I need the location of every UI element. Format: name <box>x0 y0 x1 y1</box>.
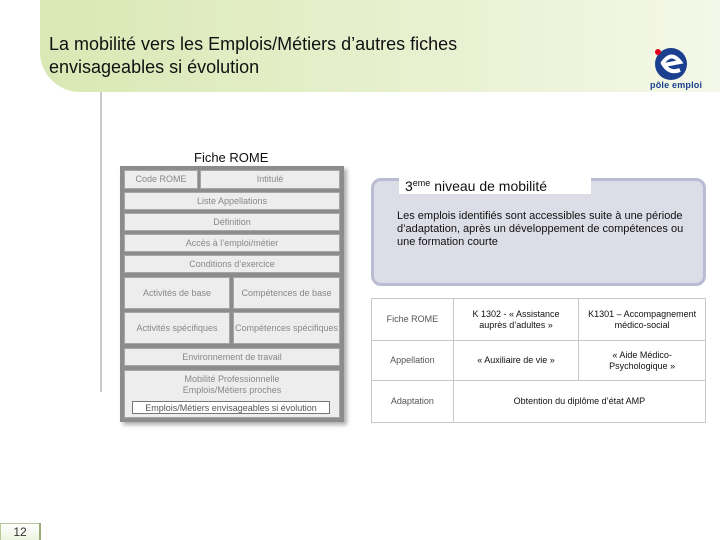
mobility-table <box>371 298 706 423</box>
mobility-level-number: 3 <box>405 178 413 194</box>
row-label-fiche-rome: Fiche ROME <box>372 299 454 341</box>
box-acces: Accès à l’emploi/métier <box>124 234 340 252</box>
page-number-divider <box>39 523 41 540</box>
table-row <box>372 299 706 341</box>
fiche-rome-label: Fiche ROME <box>194 150 269 165</box>
page-number: 12 <box>0 523 40 540</box>
title-line-2: envisageables si évolution <box>49 57 260 77</box>
box-conditions: Conditions d’exercice <box>124 255 340 273</box>
box-code-rome: Code ROME <box>124 170 198 189</box>
box-definition: Définition <box>124 213 340 231</box>
cell-obtention-diplome: Obtention du diplôme d’état AMP <box>453 381 705 423</box>
cell-k1301: K1301 – Accompagnement médico-social <box>579 299 706 341</box>
box-liste-appellations: Liste Appellations <box>124 192 340 210</box>
box-intitule: Intitulé <box>200 170 340 189</box>
page-title <box>49 33 609 79</box>
mobility-level-sup: eme <box>412 178 431 188</box>
table-row <box>372 381 706 423</box>
cell-k1302: K 1302 - « Assistance auprès d’adultes » <box>453 299 579 341</box>
mobility-level-title <box>399 172 591 194</box>
box-activites-specifiques: Activités spécifiques <box>124 312 230 344</box>
table-row <box>372 341 706 381</box>
cell-aide-medico: « Aide Médico-Psychologique » <box>579 341 706 381</box>
row-label-adaptation: Adaptation <box>372 381 454 423</box>
logo-text: pôle emploi <box>650 80 703 90</box>
title-line-1: La mobilité vers les Emplois/Métiers d’autres fiches <box>49 34 458 54</box>
row-label-appellation: Appellation <box>372 341 454 381</box>
proches-label: Emplois/Métiers proches <box>182 385 282 395</box>
box-competences-base: Compétences de base <box>233 277 340 309</box>
box-activites-base: Activités de base <box>124 277 230 309</box>
left-divider <box>100 92 102 392</box>
box-environnement: Environnement de travail <box>124 348 340 366</box>
cell-auxiliaire: « Auxiliaire de vie » <box>453 341 579 381</box>
mobility-level-text: niveau de mobilité <box>430 178 548 194</box>
fiche-rome-panel <box>120 166 344 422</box>
box-competences-specifiques: Compétences spécifiques <box>233 312 340 344</box>
mobilite-label: Mobilité Professionnelle <box>184 374 280 384</box>
box-envisageables-highlight: Emplois/Métiers envisageables si évolution <box>132 401 330 414</box>
mobility-description: Les emplois identifiés sont accessibles suite à une période d’adaptation, après un développement de compétences ou une formation courte <box>397 210 684 248</box>
